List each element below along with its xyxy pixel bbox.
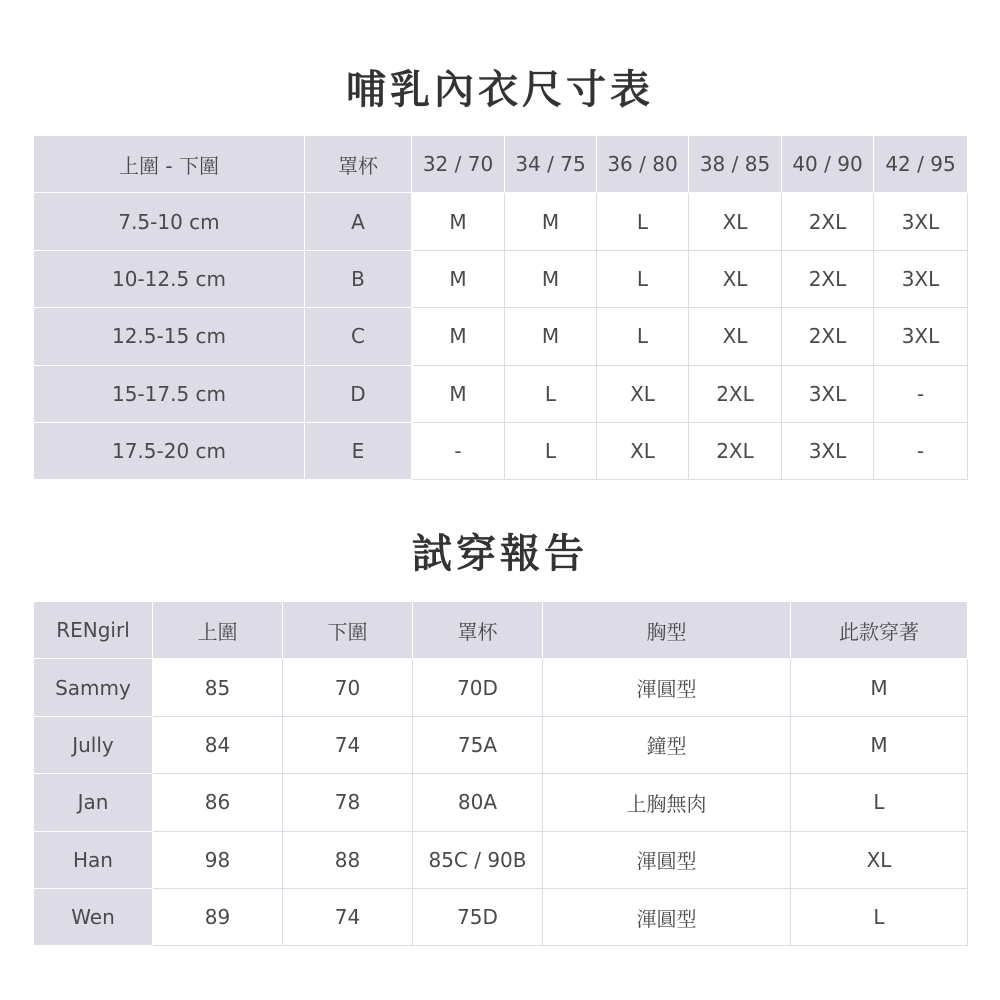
table-cell: L [505, 365, 597, 422]
table-cell: XL [597, 365, 689, 422]
table-cell: M [412, 250, 505, 307]
table-cell: M [791, 659, 968, 716]
table-cell: 70D [413, 659, 543, 716]
table-cell: 85C / 90B [413, 831, 543, 888]
table-row [34, 774, 968, 831]
table-cell: 渾圓型 [543, 659, 791, 716]
table-cell: L [505, 422, 597, 479]
row-label: E [305, 422, 412, 479]
table-row [34, 716, 968, 773]
column-header: 34 / 75 [505, 136, 597, 193]
size-chart-header-row [34, 136, 968, 193]
row-label: 7.5-10 cm [34, 193, 305, 250]
column-header: 此款穿著 [791, 602, 968, 659]
row-label: 12.5-15 cm [34, 308, 305, 365]
column-header: 上圍 - 下圍 [34, 136, 305, 193]
table-cell: - [874, 422, 968, 479]
column-header: 40 / 90 [782, 136, 874, 193]
table-cell: XL [597, 422, 689, 479]
table-cell: - [412, 422, 505, 479]
table-cell: 3XL [874, 193, 968, 250]
table-cell: L [597, 193, 689, 250]
row-label: Sammy [34, 659, 153, 716]
column-header: 42 / 95 [874, 136, 968, 193]
table-cell: 3XL [874, 250, 968, 307]
table-cell: L [791, 888, 968, 945]
table-cell: M [505, 193, 597, 250]
table-cell: 3XL [874, 308, 968, 365]
table-cell: L [597, 308, 689, 365]
table-cell: 2XL [689, 365, 782, 422]
table-row [34, 365, 968, 422]
column-header: 上圍 [153, 602, 283, 659]
table-cell: 2XL [782, 250, 874, 307]
row-label: C [305, 308, 412, 365]
row-label: Han [34, 831, 153, 888]
table-cell: 鐘型 [543, 716, 791, 773]
row-label: Wen [34, 888, 153, 945]
table-cell: XL [791, 831, 968, 888]
table-cell: L [791, 774, 968, 831]
table-row [34, 659, 968, 716]
table-cell: M [505, 250, 597, 307]
table-row [34, 193, 968, 250]
row-label: B [305, 250, 412, 307]
row-label: Jully [34, 716, 153, 773]
table-cell: M [412, 193, 505, 250]
table-cell: 2XL [782, 193, 874, 250]
table-cell: 80A [413, 774, 543, 831]
table-cell: 2XL [782, 308, 874, 365]
column-header: 罩杯 [413, 602, 543, 659]
table-cell: 75A [413, 716, 543, 773]
column-header: 36 / 80 [597, 136, 689, 193]
table-cell: M [412, 365, 505, 422]
table-row [34, 308, 968, 365]
column-header: 32 / 70 [412, 136, 505, 193]
column-header: 罩杯 [305, 136, 412, 193]
table-row [34, 422, 968, 479]
size-chart-table [33, 135, 968, 480]
row-label: A [305, 193, 412, 250]
fit-report-table [33, 601, 968, 946]
table-cell: 3XL [782, 365, 874, 422]
table-cell: 85 [153, 659, 283, 716]
table-cell: 88 [283, 831, 413, 888]
table-cell: 84 [153, 716, 283, 773]
table-row [34, 831, 968, 888]
row-label: 17.5-20 cm [34, 422, 305, 479]
table-cell: M [791, 716, 968, 773]
table-row [34, 250, 968, 307]
table-cell: 98 [153, 831, 283, 888]
row-label: Jan [34, 774, 153, 831]
table-cell: M [412, 308, 505, 365]
table-cell: 上胸無肉 [543, 774, 791, 831]
column-header: 38 / 85 [689, 136, 782, 193]
column-header: RENgirl [34, 602, 153, 659]
table-cell: 75D [413, 888, 543, 945]
table-cell: M [505, 308, 597, 365]
table-cell: 74 [283, 888, 413, 945]
table-cell: XL [689, 250, 782, 307]
table-cell: 3XL [782, 422, 874, 479]
table-cell: 2XL [689, 422, 782, 479]
table-cell: 70 [283, 659, 413, 716]
column-header: 下圍 [283, 602, 413, 659]
column-header: 胸型 [543, 602, 791, 659]
table-cell: XL [689, 308, 782, 365]
row-label: 10-12.5 cm [34, 250, 305, 307]
table-cell: 渾圓型 [543, 888, 791, 945]
fit-report-title: 試穿報告 [412, 531, 588, 577]
fit-report-header-row [34, 602, 968, 659]
table-cell: 86 [153, 774, 283, 831]
table-cell: 渾圓型 [543, 831, 791, 888]
size-chart-title: 哺乳內衣尺寸表 [346, 67, 654, 113]
row-label: D [305, 365, 412, 422]
row-label: 15-17.5 cm [34, 365, 305, 422]
table-cell: 74 [283, 716, 413, 773]
table-cell: XL [689, 193, 782, 250]
table-cell: 89 [153, 888, 283, 945]
table-cell: 78 [283, 774, 413, 831]
table-row [34, 888, 968, 945]
table-cell: - [874, 365, 968, 422]
table-cell: L [597, 250, 689, 307]
